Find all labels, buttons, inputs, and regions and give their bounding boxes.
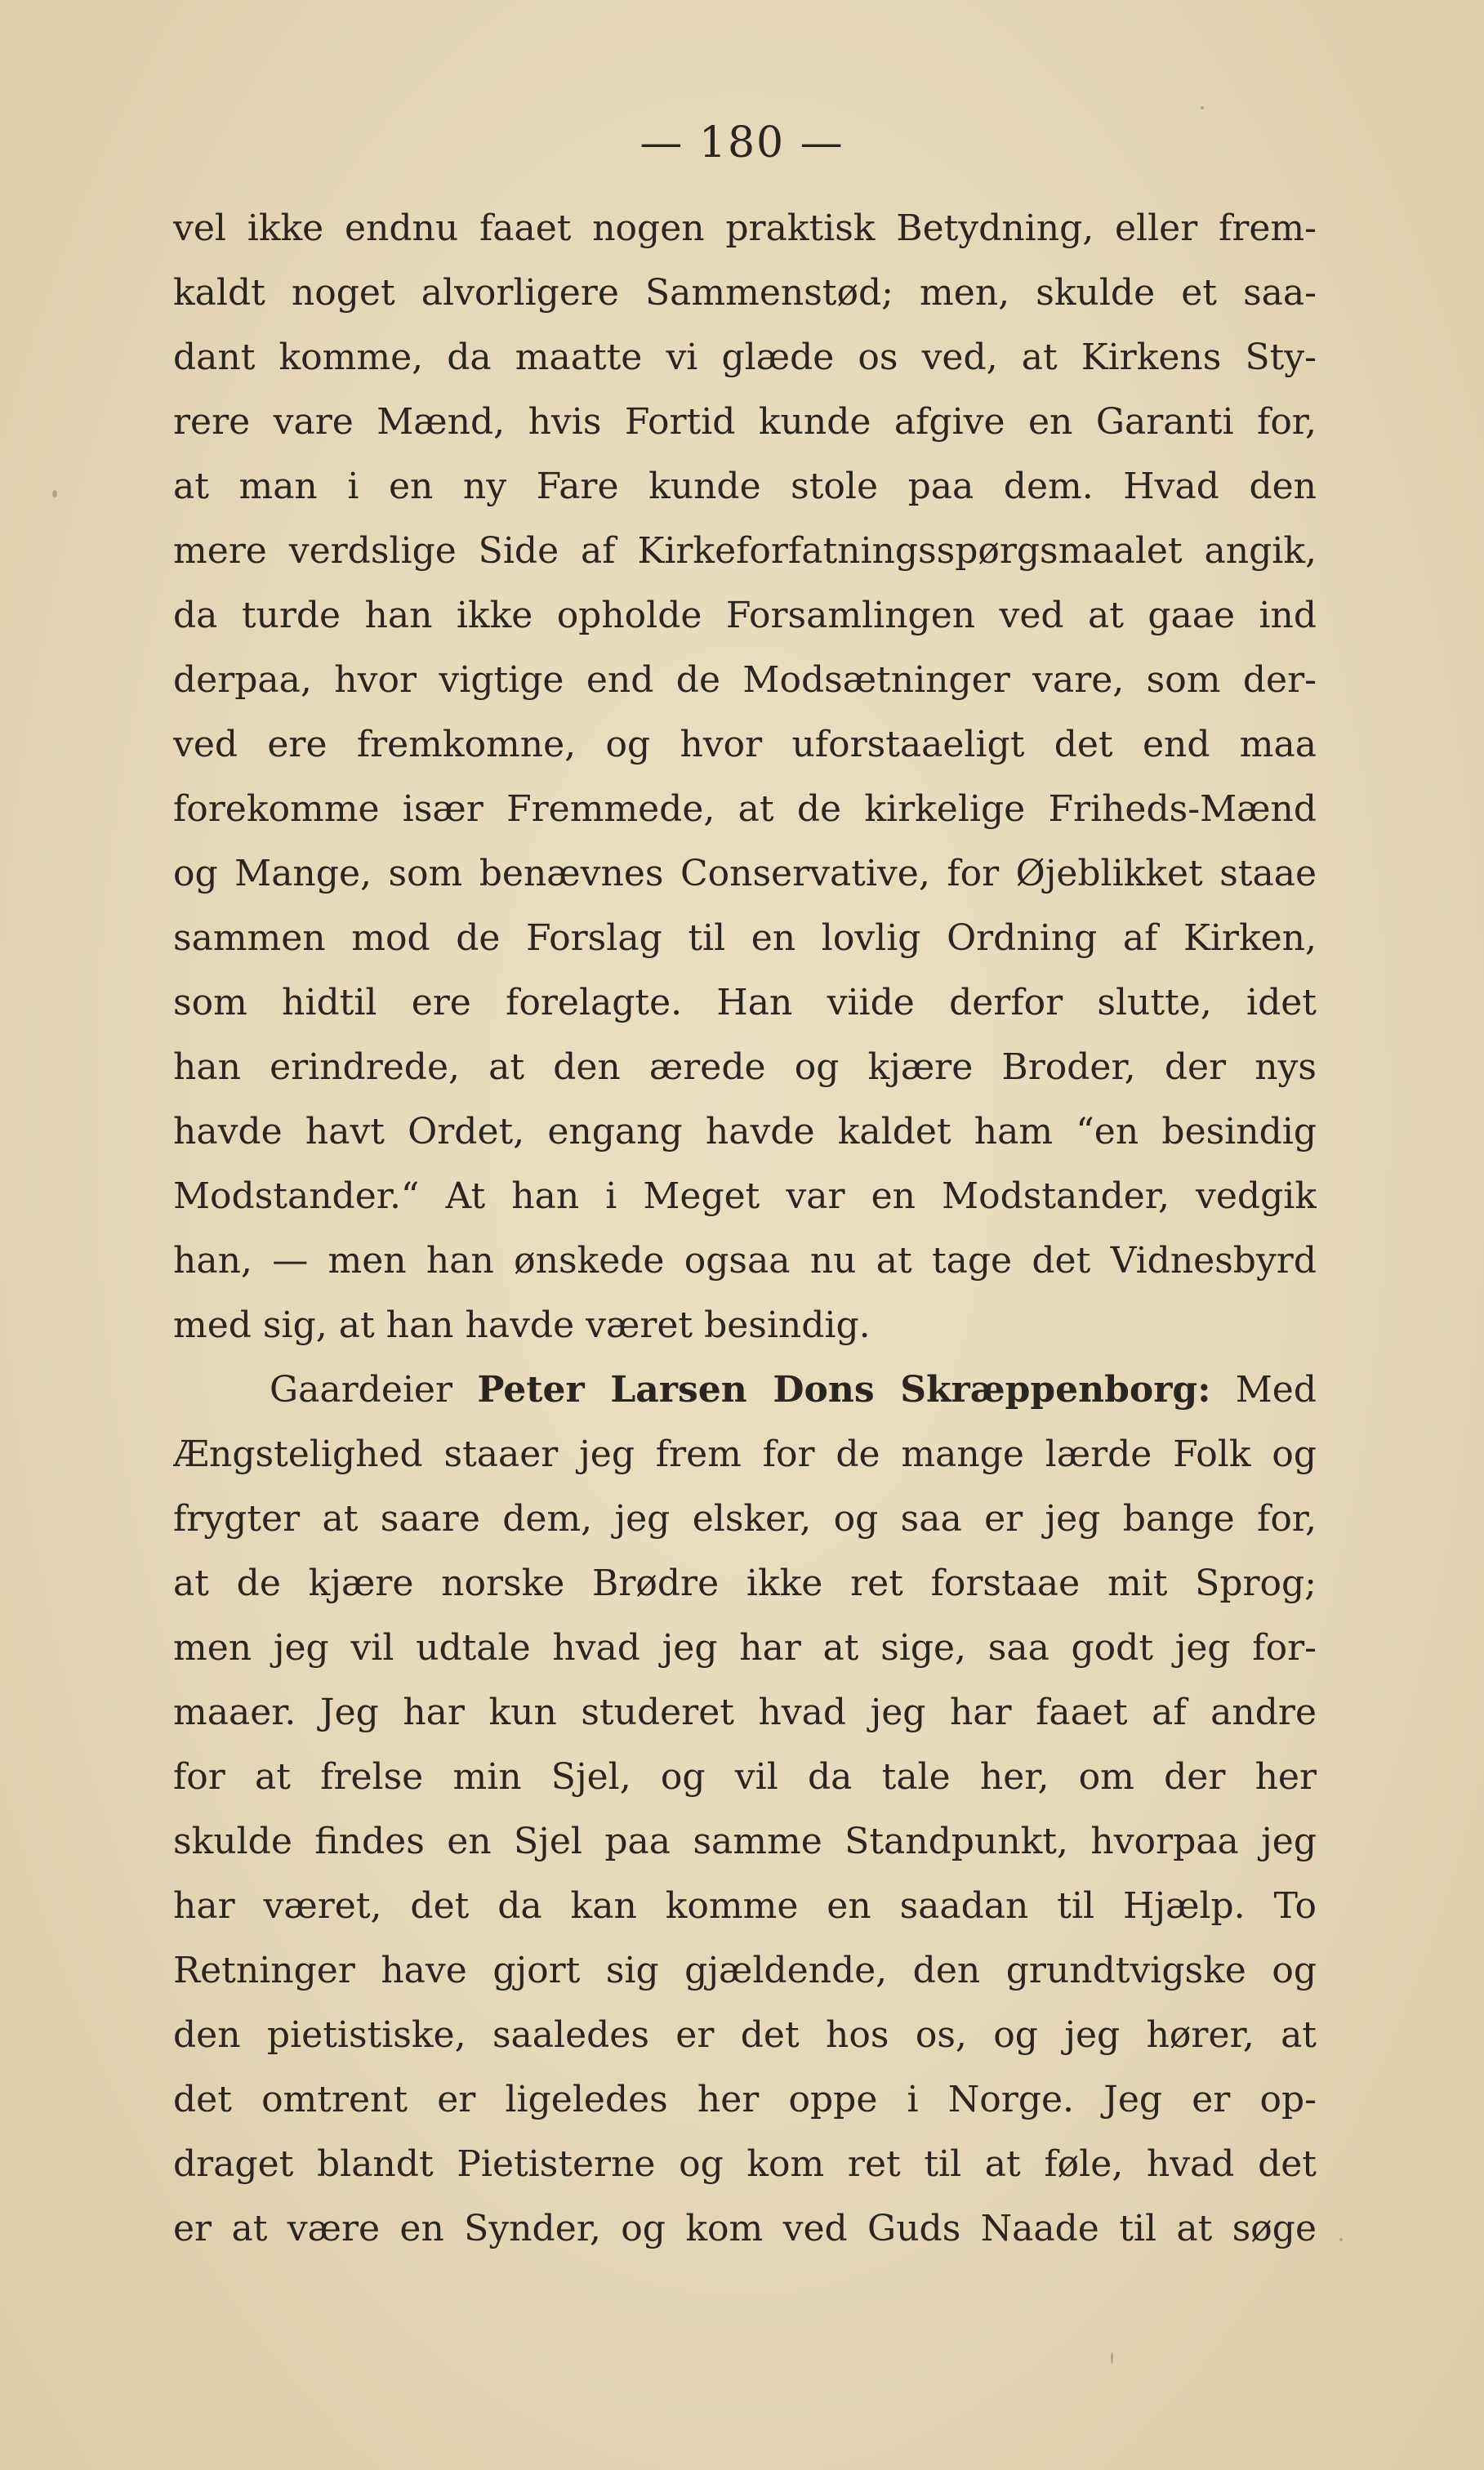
text-line: det omtrent er ligeledes her oppe i Norge. Jeg er op- <box>173 2079 1317 2120</box>
paragraph-end-line: med sig, at han havde været besindig. <box>173 1304 871 1346</box>
paper-speck <box>1111 2352 1113 2364</box>
text-line: derpaa, hvor vigtige end de Modsætninger vare, som der- <box>173 659 1317 701</box>
speaker-prefix: Gaardeier <box>270 1369 478 1411</box>
text-line: han erindrede, at den ærede og kjære Broder, der nys <box>173 1046 1317 1088</box>
text-line: at man i en ny Fare kunde stole paa dem. Hvad den <box>173 466 1317 507</box>
text-line: er at være en Synder, og kom ved Guds Naade til at søge <box>173 2208 1317 2249</box>
paper-speck <box>1201 106 1204 109</box>
speech-first-words: Med <box>1210 1369 1317 1411</box>
paper-speck <box>1339 2238 1343 2241</box>
text-line: dant komme, da maatte vi glæde os ved, at Kirkens Sty- <box>173 337 1317 378</box>
text-line: skulde findes en Sjel paa samme Standpunkt, hvorpaa jeg <box>173 1821 1317 1862</box>
paper-speck <box>52 490 57 497</box>
page-number: — 180 — <box>640 118 844 167</box>
text-line: maaer. Jeg har kun studeret hvad jeg har faaet af andre <box>173 1692 1317 1733</box>
text-line: ved ere fremkomne, og hvor uforstaaeligt det end maa <box>173 724 1317 765</box>
text-line: kaldt noget alvorligere Sammenstød; men, skulde et saa- <box>173 272 1317 314</box>
text-line: og Mange, som benævnes Conservative, for Øjeblikket staae <box>173 853 1317 894</box>
text-line: rere vare Mænd, hvis Fortid kunde afgive en Garanti for, <box>173 401 1317 443</box>
text-line: at de kjære norske Brødre ikke ret forstaae mit Sprog; <box>173 1563 1317 1604</box>
speech-opening-line <box>173 1358 1317 1422</box>
text-line: forekomme især Fremmede, at de kirkelige Friheds-Mænd <box>173 788 1317 830</box>
body-text <box>173 196 1317 2261</box>
text-line: mere verdslige Side af Kirkeforfatningsspørgsmaalet angik, <box>173 530 1317 572</box>
text-line: Ængstelighed staaer jeg frem for de mange lærde Folk og <box>173 1433 1317 1475</box>
text-line: for at frelse min Sjel, og vil da tale her, om der her <box>173 1756 1317 1798</box>
text-line: havde havt Ordet, engang havde kaldet ham “en besindig <box>173 1111 1317 1153</box>
text-line: vel ikke endnu faaet nogen praktisk Betydning, eller frem- <box>173 207 1317 249</box>
speaker-name: Peter Larsen Dons Skræppenborg: <box>477 1369 1211 1411</box>
text-line: den pietistiske, saaledes er det hos os, og jeg hører, at <box>173 2014 1317 2056</box>
text-line: da turde han ikke opholde Forsamlingen ved at gaae ind <box>173 595 1317 636</box>
text-line: frygter at saare dem, jeg elsker, og saa er jeg bange for, <box>173 1498 1317 1540</box>
text-line: sammen mod de Forslag til en lovlig Ordning af Kirken, <box>173 917 1317 959</box>
text-line: men jeg vil udtale hvad jeg har at sige, saa godt jeg for- <box>173 1627 1317 1669</box>
text-line: draget blandt Pietisterne og kom ret til at føle, hvad det <box>173 2143 1317 2185</box>
text-line: som hidtil ere forelagte. Han viide derfor slutte, idet <box>173 982 1317 1023</box>
text-line: han, — men han ønskede ogsaa nu at tage det Vidnesbyrd <box>173 1240 1317 1282</box>
text-line: Retninger have gjort sig gjældende, den grundtvigske og <box>173 1950 1317 1991</box>
text-line: har været, det da kan komme en saadan til Hjælp. To <box>173 1885 1317 1927</box>
text-line: Modstander.“ At han i Meget var en Modstander, vedgik <box>173 1175 1317 1217</box>
